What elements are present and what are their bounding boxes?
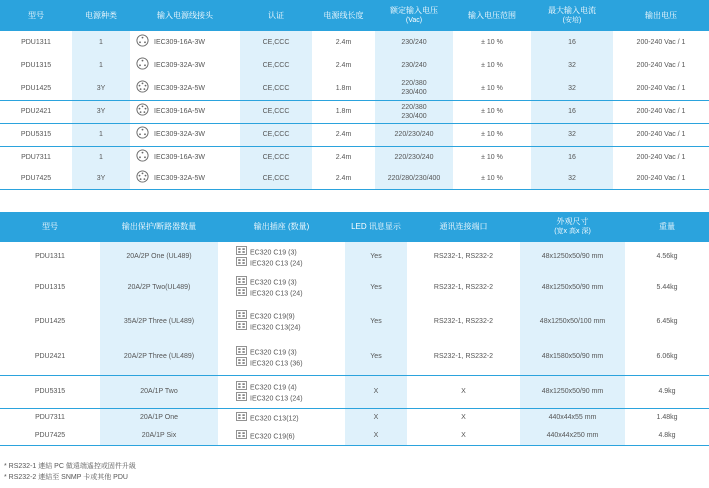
- table2-cell-led: X: [345, 427, 407, 445]
- table2-cell-model: PDU7425: [0, 427, 100, 445]
- outlet-line: [236, 346, 345, 357]
- table2-cell-dims: 440x44x250 mm: [520, 427, 625, 445]
- footnotes: [4, 461, 136, 483]
- table1-cell-current: 32: [531, 168, 613, 189]
- outlet-line: [236, 310, 345, 321]
- table2-cell-outlets: [218, 408, 345, 427]
- table1-cell-cert: CE,CCC: [240, 123, 312, 146]
- table1-cell-phase: 1: [72, 146, 130, 168]
- outlet-strip-icon: [236, 287, 247, 300]
- table1-cell-length: 1.8m: [312, 77, 375, 100]
- table1-cell-length: 2.4m: [312, 123, 375, 146]
- table2-cell-comm: RS232-1, RS232-2: [433, 283, 494, 291]
- table1-cell-plug: [130, 54, 240, 77]
- table1-cell-cert: CE,CCC: [240, 54, 312, 77]
- power-input-spec-table: [0, 0, 709, 190]
- plug-label: IEC309-32A-5W: [154, 84, 205, 92]
- outlet-line: [236, 381, 345, 392]
- outlet-label: IEC320 C13 (24): [250, 259, 303, 267]
- outlet-label: EC320 C19(6): [250, 433, 295, 441]
- table1-row: [0, 77, 709, 100]
- table2-cell-weight: 4.9kg: [625, 375, 709, 408]
- table2-cell-breaker: 20A/1P Six: [100, 427, 218, 445]
- outlet-label: EC320 C19 (4): [250, 383, 297, 391]
- table2-cell-comm: X: [461, 414, 466, 422]
- table1-cell-range: ± 10 %: [453, 77, 531, 100]
- table1-cell-phase: 1: [72, 31, 130, 54]
- 3-pin-round-plug-icon: [136, 34, 149, 51]
- 3-pin-round-plug-icon: [136, 149, 149, 166]
- table1-cell-model: PDU7425: [0, 168, 72, 189]
- table1-cell-voltage: 230/240: [375, 31, 453, 54]
- table1-cell-range: ± 10 %: [453, 168, 531, 189]
- table2-cell-dims: 440x44x55 mm: [520, 408, 625, 427]
- 5-pin-round-plug-icon: [136, 170, 149, 187]
- table1-cell-phase: 3Y: [72, 77, 130, 100]
- table1-row: [0, 100, 709, 123]
- table2-row: [0, 427, 709, 445]
- table1-cell-phase: 1: [72, 54, 130, 77]
- outlet-line: [236, 357, 345, 368]
- table2-cell-comm: RS232-1, RS232-2: [407, 339, 520, 375]
- outlet-label: IEC320 C13 (36): [250, 360, 303, 368]
- table2-cell-model: PDU7311: [35, 414, 65, 422]
- table2-header-cell: LED 讯息显示: [345, 212, 407, 242]
- table2-cell-led: Yes: [345, 303, 407, 339]
- outlet-line: [236, 412, 345, 423]
- table1-cell-output: 200-240 Vac / 1: [613, 123, 709, 146]
- outlet-label: EC320 C19 (3): [250, 248, 297, 256]
- table1-row: [0, 146, 709, 168]
- table2-header-cell: 通讯连接端口: [407, 212, 520, 242]
- table2-header-cell: 型号: [0, 212, 100, 242]
- table1-cell-model: PDU1425: [0, 77, 72, 100]
- table2-row: [0, 339, 709, 375]
- table1-cell-cert: CE,CCC: [240, 100, 312, 123]
- table2-cell-breaker: 20A/1P One: [100, 408, 218, 427]
- table2-cell-outlets: [218, 427, 345, 445]
- table1-cell-phase: 3Y: [72, 100, 130, 123]
- 3-pin-round-plug-icon: [136, 57, 149, 74]
- table1-cell-cert: CE,CCC: [240, 31, 312, 54]
- plug-label: IEC309-32A-3W: [154, 131, 205, 138]
- outlet-strip-icon: [236, 392, 247, 405]
- table1-cell-voltage: 220/380 230/400: [375, 100, 453, 123]
- table1-cell-cert: CE,CCC: [240, 146, 312, 168]
- table1-cell-output: 200-240 Vac / 1: [636, 39, 686, 46]
- table2-row: [0, 271, 709, 303]
- table1-cell-voltage: 220/230/240: [375, 123, 453, 146]
- table2-cell-led: Yes: [345, 339, 407, 375]
- table1-cell-cert: CE,CCC: [240, 168, 312, 189]
- table1-row: [0, 31, 709, 54]
- table1-cell-plug: [130, 77, 240, 100]
- table1-cell-output: 200-240 Vac / 1: [613, 168, 709, 189]
- outlet-label: IEC320 C13 (24): [250, 394, 303, 402]
- table2-cell-weight: 6.06kg: [625, 339, 709, 375]
- plug-label: IEC309-16A-3W: [154, 39, 205, 46]
- table1-cell-range: ± 10 %: [481, 153, 503, 161]
- table2-cell-weight: 6.45kg: [656, 317, 678, 325]
- table2-cell-model: PDU1315: [34, 283, 66, 291]
- table1-cell-voltage: 220/380 230/400: [375, 77, 453, 100]
- footnote: * RS232-2 連結至 SNMP 卡或其他 PDU: [4, 474, 128, 481]
- table1-cell-length: 2.4m: [312, 168, 375, 189]
- table1-cell-plug: [130, 146, 240, 168]
- table1-cell-plug: [130, 31, 240, 54]
- table1-cell-length: 1.8m: [312, 100, 375, 123]
- table2-header-cell: 重量: [625, 212, 709, 242]
- outlet-label: EC320 C19 (3): [250, 349, 297, 357]
- table1-cell-output: 200-240 Vac / 1: [636, 62, 686, 69]
- outlet-label: EC320 C13(12): [250, 415, 299, 423]
- table1-header-cell: 电源线长度: [312, 0, 375, 31]
- table1-header-cell: 认证: [240, 0, 312, 31]
- table2-cell-breaker: 20A/2P Three (UL489): [100, 339, 218, 375]
- table1-cell-output: 200-240 Vac / 1: [636, 153, 686, 161]
- output-spec-table: [0, 212, 709, 446]
- table1-cell-range: ± 10 %: [481, 62, 503, 69]
- table1-cell-current: 32: [531, 123, 613, 146]
- table1-header-cell: 额定输入电压 (Vac): [375, 0, 453, 31]
- table2-cell-led: Yes: [345, 242, 407, 271]
- outlet-line: [236, 430, 345, 441]
- table2-header-cell: 输出保护/断路器数量: [100, 212, 218, 242]
- table2-cell-outlets: [218, 242, 345, 271]
- table1-cell-output: 200-240 Vac / 1: [613, 100, 709, 123]
- plug-label: IEC309-32A-3W: [154, 62, 205, 69]
- table1-header-cell: 型号: [0, 0, 72, 31]
- table1-header-cell: 输入电压范围: [453, 0, 531, 31]
- outlet-strip-icon: [236, 412, 247, 425]
- table1-cell-current: 32: [531, 77, 613, 100]
- table2-cell-breaker: 20A/1P Two: [100, 375, 218, 408]
- table2-cell-model: PDU5315: [0, 375, 100, 408]
- table1-cell-voltage: 220/280/230/400: [375, 168, 453, 189]
- table2-cell-weight: 1.48kg: [656, 414, 678, 422]
- table2-cell-outlets: [218, 303, 345, 339]
- 5-pin-round-plug-icon: [136, 103, 149, 120]
- table2-header-cell: 输出插座 (数量): [218, 212, 345, 242]
- table1-row: [0, 54, 709, 77]
- table1-cell-plug: [130, 168, 240, 189]
- outlet-line: [236, 276, 345, 287]
- plug-label: IEC309-16A-5W: [154, 108, 205, 115]
- table2-cell-dims: 48x1250x50/90 mm: [520, 271, 625, 303]
- table1-cell-model: PDU7311: [21, 153, 51, 161]
- table2-cell-led: Yes: [345, 271, 407, 303]
- table2-row: [0, 242, 709, 271]
- table2-cell-weight: 4.56kg: [656, 253, 678, 260]
- table2-cell-model: PDU1425: [34, 317, 66, 325]
- table2-row: [0, 303, 709, 339]
- table2-cell-comm: RS232-1, RS232-2: [433, 253, 494, 260]
- outlet-label: IEC320 C13 (24): [250, 290, 303, 298]
- table1-cell-plug: [130, 100, 240, 123]
- table1-cell-length: 2.4m: [335, 153, 352, 161]
- table2-cell-breaker: 20A/2P Two(UL489): [100, 271, 218, 303]
- table2-cell-weight: 5.44kg: [656, 283, 678, 291]
- table1-cell-cert: CE,CCC: [240, 77, 312, 100]
- outlet-strip-icon: [236, 321, 247, 334]
- table1-header-cell: 输入电源线接头: [130, 0, 240, 31]
- table1-cell-phase: 1: [72, 123, 130, 146]
- table2-cell-breaker: 20A/2P One (UL489): [100, 242, 218, 271]
- table1-header-cell: 最大输入电流 (安培): [531, 0, 613, 31]
- outlet-strip-icon: [236, 357, 247, 370]
- table2-cell-comm: RS232-1, RS232-2: [433, 317, 494, 325]
- table2-header-row: [0, 212, 709, 242]
- table2-cell-dims: 48x1250x50/90 mm: [520, 242, 625, 271]
- table1-cell-plug: [130, 123, 240, 146]
- table1-cell-model: PDU2421: [0, 100, 72, 123]
- table1-cell-range: ± 10 %: [453, 123, 531, 146]
- table1-cell-current: 16: [531, 31, 613, 54]
- table2-header-cell: 外观尺寸 (宽x 高x 深): [520, 212, 625, 242]
- table1-cell-current: 16: [531, 146, 613, 168]
- outlet-line: [236, 257, 345, 268]
- outlet-strip-icon: [236, 257, 247, 270]
- outlet-line: [236, 287, 345, 298]
- table2-cell-model: PDU1311: [35, 253, 65, 260]
- footnote: * RS232-1 連結 PC 做遠端遙控或固件升級: [4, 463, 136, 470]
- 5-pin-round-plug-icon: [136, 80, 149, 97]
- table2-cell-dims: 48x1580x50/90 mm: [520, 339, 625, 375]
- table2-cell-outlets: [218, 271, 345, 303]
- table2-cell-outlets: [218, 375, 345, 408]
- table2-cell-weight: 4.8kg: [625, 427, 709, 445]
- table1-cell-model: PDU1315: [20, 62, 52, 69]
- table1-cell-voltage: 220/230/240: [375, 146, 453, 168]
- table2-cell-breaker: 35A/2P Three (UL489): [100, 303, 218, 339]
- outlet-label: EC320 C19 (3): [250, 279, 297, 287]
- table2-cell-outlets: [218, 339, 345, 375]
- table2-cell-led: X: [345, 408, 407, 427]
- plug-label: IEC309-32A-5W: [154, 174, 205, 182]
- outlet-line: [236, 246, 345, 257]
- outlet-strip-icon: [236, 430, 247, 443]
- table1-cell-range: ± 10 %: [453, 100, 531, 123]
- 3-pin-round-plug-icon: [136, 126, 149, 143]
- table2-cell-comm: X: [407, 375, 520, 408]
- table1-cell-length: 2.4m: [335, 62, 352, 69]
- table2-cell-model: PDU2421: [0, 339, 100, 375]
- table1-cell-current: 16: [531, 100, 613, 123]
- table1-cell-model: PDU5315: [0, 123, 72, 146]
- table1-cell-voltage: 230/240: [375, 54, 453, 77]
- outlet-label: IEC320 C13(24): [250, 324, 301, 332]
- table1-header-row: [0, 0, 709, 31]
- plug-label: IEC309-16A-3W: [154, 153, 205, 161]
- table2-cell-dims: 48x1250x50/100 mm: [520, 303, 625, 339]
- table1-cell-model: PDU1311: [21, 39, 51, 46]
- table1-row: [0, 168, 709, 189]
- outlet-label: EC320 C19(9): [250, 313, 295, 321]
- table2-cell-dims: 48x1250x50/90 mm: [520, 375, 625, 408]
- outlet-line: [236, 392, 345, 403]
- table2-row: [0, 375, 709, 408]
- table1-row: [0, 123, 709, 146]
- table1-cell-phase: 3Y: [72, 168, 130, 189]
- table1-header-cell: 电源种类: [72, 0, 130, 31]
- table2-cell-comm: X: [407, 427, 520, 445]
- outlet-line: [236, 321, 345, 332]
- table1-cell-current: 32: [531, 54, 613, 77]
- table1-header-cell: 输出电压: [613, 0, 709, 31]
- table1-cell-length: 2.4m: [335, 39, 352, 46]
- table2-cell-led: X: [345, 375, 407, 408]
- table2-row: [0, 408, 709, 427]
- table1-cell-output: 200-240 Vac / 1: [613, 77, 709, 100]
- table1-cell-range: ± 10 %: [481, 39, 503, 46]
